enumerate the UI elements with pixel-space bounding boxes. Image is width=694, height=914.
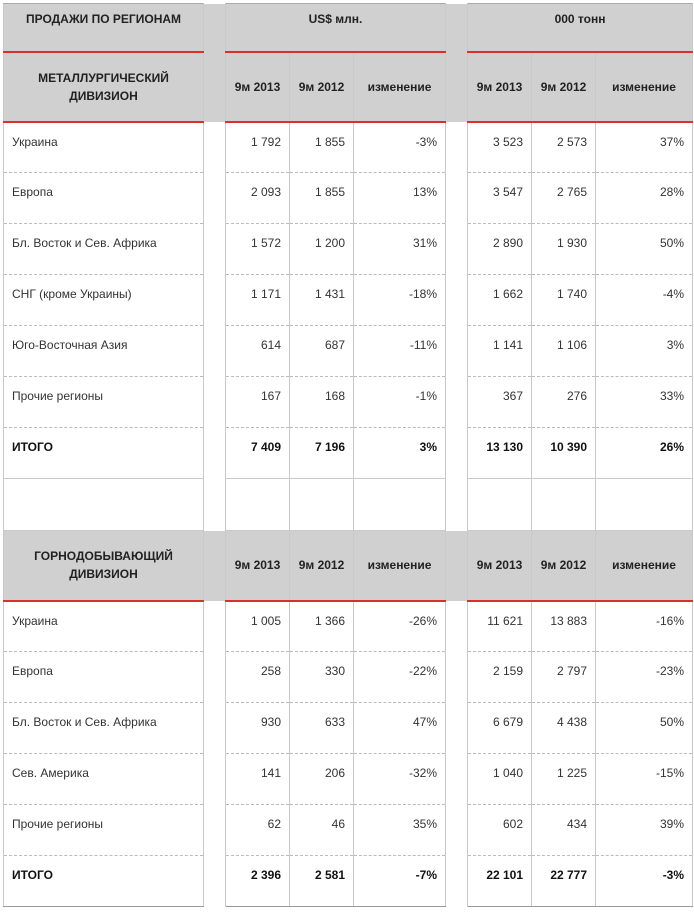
- column-header-2013: 9м 2013: [468, 531, 532, 601]
- mining-division-title: ГОРНОДОБЫВАЮЩИЙ ДИВИЗИОН: [4, 531, 204, 601]
- table-row: Украина 1 792 1 855 -3% 3 523 2 573 37%: [4, 122, 693, 173]
- table-row: Прочие регионы 62 46 35% 602 434 39%: [4, 805, 693, 856]
- spacer-row: [4, 479, 693, 531]
- tons-group-header: 000 тонн: [468, 4, 693, 52]
- column-header-change: изменение: [596, 531, 693, 601]
- table-title: ПРОДАЖИ ПО РЕГИОНАМ: [4, 4, 204, 52]
- sales-by-region-table: [3, 3, 693, 907]
- table-row: Бл. Восток и Сев. Африка 1 572 1 200 31% 2 890 1 930 50%: [4, 224, 693, 275]
- mining-header-row: [4, 531, 693, 601]
- table-row: Украина 1 005 1 366 -26% 11 621 13 883 -16%: [4, 601, 693, 652]
- column-header-2013: 9м 2013: [468, 52, 532, 122]
- column-header-2012: 9м 2012: [532, 52, 596, 122]
- column-header-change: изменение: [354, 52, 446, 122]
- table-row: Юго-Восточная Азия 614 687 -11% 1 141 1 106 3%: [4, 326, 693, 377]
- table-row: Сев. Америка 141 206 -32% 1 040 1 225 -15%: [4, 754, 693, 805]
- metallurgy-header-row: [4, 52, 693, 122]
- table-header-row: [4, 4, 693, 52]
- column-header-change: изменение: [596, 52, 693, 122]
- total-row: ИТОГО 2 396 2 581 -7% 22 101 22 777 -3%: [4, 856, 693, 907]
- table-row: СНГ (кроме Украины) 1 171 1 431 -18% 1 662 1 740 -4%: [4, 275, 693, 326]
- column-header-2012: 9м 2012: [532, 531, 596, 601]
- column-header-change: изменение: [354, 531, 446, 601]
- metallurgy-division-title: МЕТАЛЛУРГИЧЕСКИЙ ДИВИЗИОН: [4, 52, 204, 122]
- column-header-2013: 9м 2013: [226, 52, 290, 122]
- table-row: Бл. Восток и Сев. Африка 930 633 47% 6 679 4 438 50%: [4, 703, 693, 754]
- column-header-2012: 9м 2012: [290, 531, 354, 601]
- column-header-2012: 9м 2012: [290, 52, 354, 122]
- column-header-2013: 9м 2013: [226, 531, 290, 601]
- table-row: Европа 258 330 -22% 2 159 2 797 -23%: [4, 652, 693, 703]
- usd-group-header: US$ млн.: [226, 4, 446, 52]
- total-row: ИТОГО 7 409 7 196 3% 13 130 10 390 26%: [4, 428, 693, 479]
- table-row: Прочие регионы 167 168 -1% 367 276 33%: [4, 377, 693, 428]
- table-row: Европа 2 093 1 855 13% 3 547 2 765 28%: [4, 173, 693, 224]
